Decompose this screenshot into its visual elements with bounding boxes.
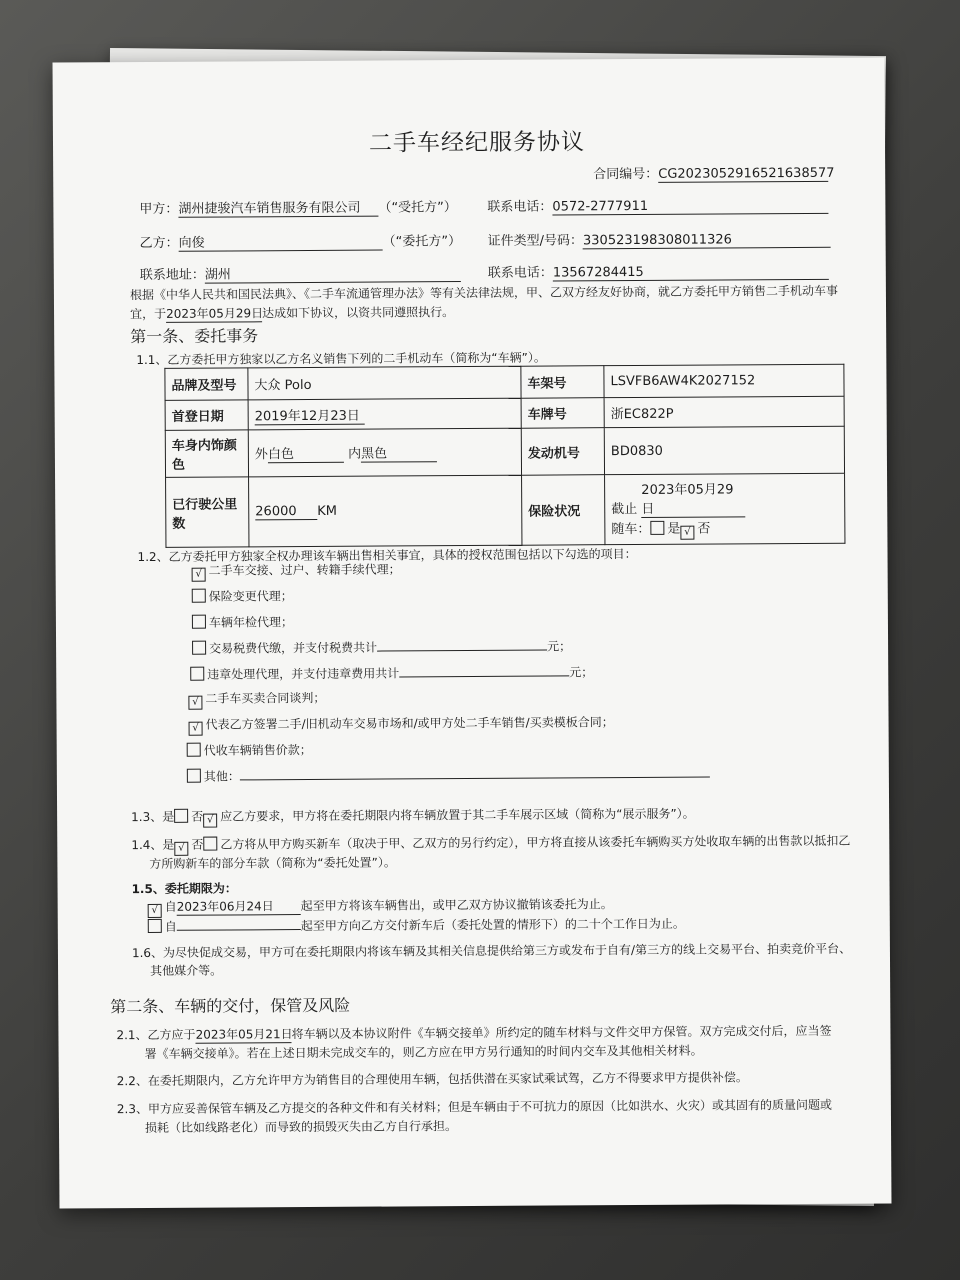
plate-value: 浙EC822P (604, 396, 844, 427)
clause-2-1-line2: 署《车辆交接单》。若在上述日期未完成交车的，则乙方应在甲方另行通知的时间内交车及其他相关材料。 (144, 1043, 703, 1062)
clause-2-1-a: 2.1、乙方应于 (116, 1027, 196, 1043)
authorization-item (192, 560, 401, 581)
address-value: 湖州 (205, 262, 461, 284)
reg-date-value: 2019年12月23日 (255, 404, 365, 425)
authorization-item (192, 637, 571, 656)
insurance-follow-label: 随车： (611, 521, 651, 538)
plate-label: 车牌号 (521, 398, 604, 429)
authorization-checkbox[interactable]: √ (189, 722, 203, 736)
mileage-unit: KM (317, 503, 338, 519)
mileage-cell (249, 475, 522, 547)
reg-date-cell (248, 398, 521, 430)
party-b-id: 330523198308011326 (583, 232, 831, 250)
authorization-label: 二手车交接、过户、转籍手续代理； (208, 562, 401, 578)
clause-1-4-line2: 方所购新车的部分车款（简称为“委托处置”）。 (149, 855, 396, 871)
clause-1-6: 1.6、为尽快促成交易，甲方可在委托期限内将该车辆及其相关信息提供给第三方或发布于自有/第三方的线上交易平台、拍卖竞价平台、 (131, 941, 852, 961)
table-row (165, 426, 844, 477)
party-b-id-row (488, 228, 832, 250)
section1-heading: 第一条、委托事务 (130, 326, 259, 347)
party-a-name: 湖州捷骏汽车销售服务有限公司 (178, 197, 378, 218)
insurance-yes-checkbox[interactable] (650, 521, 664, 535)
term-option-1 (148, 895, 613, 918)
clause-2-3: 2.3、甲方应妥善保管车辆及乙方提交的各种文件和有关材料；但是车辆由于不可抗力的原因（比如洪水、火灾）或其固有的质量问题或 (116, 1097, 833, 1117)
party-b-label: 乙方： (139, 235, 179, 252)
authorization-item (190, 663, 593, 682)
preamble-line1: 根据《中华人民共和国民法典》、《二手车流通管理办法》等有关法律法规，甲、乙双方经友好协商，就乙方委托甲方销售二手机动车事 (129, 283, 838, 303)
mileage-value: 26000 (255, 503, 317, 519)
clause-1-3-no-checkbox[interactable]: √ (203, 814, 217, 828)
term-option-2-checkbox[interactable] (148, 919, 162, 933)
party-b-id-label: 证件类型/号码： (487, 233, 584, 249)
authorization-checkbox[interactable] (190, 667, 204, 681)
insurance-until-row (611, 478, 838, 518)
brand-label: 品牌及型号 (165, 368, 248, 401)
clause-1-4-yes-label: 1.4、是 (131, 837, 175, 853)
authorization-label: 保险变更代理； (208, 589, 293, 604)
insurance-yes-label: 是 (667, 521, 681, 537)
authorization-item (192, 587, 293, 605)
party-b-role: （“委托方”） (382, 234, 462, 250)
clause-2-1 (116, 1022, 831, 1044)
party-b-row (140, 230, 462, 252)
insurance-no-label: 否 (697, 521, 711, 537)
term-option-2 (148, 915, 685, 935)
clause-2-1-b: 将车辆以及本协议附件《车辆交接单》所约定的随车材料与文件交甲方保管。双方完成交付后，应当签 (291, 1023, 832, 1042)
authorization-item (187, 741, 312, 759)
authorization-suffix: 元； (569, 665, 594, 680)
term-option-1-from: 自 (164, 899, 177, 914)
clause-1-5: 1.5、委托期限为： (131, 881, 237, 897)
authorization-item (189, 713, 614, 736)
agreement-date: 2023年05月29日 (166, 306, 264, 321)
clause-1-3-no-label: 否 (191, 809, 204, 824)
clause-1-4-text: 乙方将从甲方购买新车（取决于甲、乙双方的另行约定），甲方将直接从该委托车辆购买方处收取车辆的出售款以抵扣乙 (220, 833, 851, 852)
authorization-item (188, 689, 325, 710)
insurance-cell (605, 473, 845, 544)
authorization-checkbox[interactable] (192, 641, 206, 655)
term-option-1-text: 起至甲方将该车辆售出，或甲乙双方协议撤销该委托为止。 (300, 897, 613, 914)
term-option-2-blank (177, 929, 301, 931)
term-option-1-checkbox[interactable]: √ (148, 904, 162, 918)
vehicle-table (164, 364, 845, 548)
term-option-2-from: 自 (164, 919, 177, 934)
vin-value: LSVFB6AW4K2027152 (604, 364, 844, 397)
address-row (140, 262, 461, 284)
section2-heading: 第二条、车辆的交付，保管及风险 (110, 995, 351, 1017)
party-a-phone: 0572-2777911 (552, 198, 828, 216)
address-phone-row (488, 260, 829, 282)
interior-color: 黑色 (361, 442, 437, 462)
address-label: 联系地址： (139, 267, 205, 284)
authorization-checkbox[interactable]: √ (192, 568, 206, 582)
insurance-follow-row (611, 517, 838, 540)
authorization-blank[interactable] (399, 663, 569, 677)
interior-label: 内 (348, 446, 362, 462)
vin-label: 车架号 (521, 366, 604, 399)
contract-number-label: 合同编号： (593, 166, 659, 183)
authorization-label: 二手车买卖合同谈判； (205, 690, 326, 706)
authorization-label: 车辆年检代理； (208, 615, 293, 630)
insurance-until-label: 截止 (611, 501, 638, 518)
table-row (165, 364, 844, 400)
insurance-no-checkbox[interactable]: √ (680, 526, 694, 540)
clause-1-1: 1.1、乙方委托甲方独家以乙方名义销售下列的二手机动车（简称为“车辆”）。 (136, 350, 546, 368)
clause-1-3-yes-checkbox[interactable] (174, 809, 188, 823)
table-row (166, 473, 845, 547)
engine-label: 发动机号 (521, 428, 604, 476)
table-row (165, 396, 844, 430)
insurance-until-date: 2023年05月29日 (641, 478, 745, 518)
party-a-role: （“受托方”） (378, 200, 457, 216)
authorization-blank[interactable] (377, 638, 547, 652)
handover-date: 2023年05月21日 (195, 1027, 293, 1042)
clause-1-4-no-label: 否 (191, 837, 204, 852)
authorization-label: 其他： (203, 769, 240, 784)
insurance-label: 保险状况 (522, 475, 605, 546)
clause-1-4-no-checkbox[interactable] (203, 837, 217, 851)
clause-2-3-line2: 损耗（比如线路老化）而导致的损毁灭失由乙方自行承担。 (144, 1119, 458, 1136)
preamble-line2 (130, 303, 454, 323)
authorization-checkbox[interactable] (192, 615, 206, 629)
authorization-checkbox[interactable] (187, 769, 201, 783)
exterior-label: 外 (254, 447, 268, 463)
authorization-checkbox[interactable] (187, 743, 201, 757)
authorization-checkbox[interactable] (192, 589, 206, 603)
authorization-blank[interactable] (240, 765, 710, 781)
exterior-color: 白色 (268, 443, 344, 463)
address-phone-label: 联系电话： (487, 265, 553, 281)
authorization-suffix: 元； (547, 639, 572, 654)
clause-1-6-line2: 其他媒介等。 (150, 963, 223, 978)
clause-1-4-yes-checkbox[interactable]: √ (174, 842, 188, 856)
authorization-label: 交易税费代缴，并支付税费共计 (209, 640, 378, 656)
clause-1-2: 1.2、乙方委托甲方独家全权办理该车辆出售相关事宜，具体的授权范围包括以下勾选的项目： (137, 546, 637, 565)
contract-page (53, 57, 892, 1208)
clause-2-2: 2.2、在委托期限内，乙方允许甲方为销售目的合理使用车辆，包括供潜在买家试乘试驾，乙方不得要求甲方提供补偿。 (116, 1070, 748, 1089)
party-a-phone-row (487, 194, 828, 216)
contract-number-value: CG2023052916521638577 (658, 165, 835, 182)
brand-value: 大众 Polo (248, 366, 521, 400)
clause-1-4 (131, 832, 850, 856)
reg-date-label: 首登日期 (165, 400, 248, 431)
term-option-2-text: 起至甲方向乙方交付新车后（委托处置的情形下）的二十个工作日为止。 (300, 916, 685, 934)
authorization-item (192, 613, 293, 631)
clause-1-3 (131, 805, 695, 828)
preamble-line2-a: 宜，于 (130, 306, 167, 322)
clause-1-3-text: 应乙方要求，甲方将在委托期限内将车辆放置于其二手车展示区域（简称为“展示服务”）。 (220, 806, 695, 824)
contract-number (593, 162, 835, 183)
party-b-name: 向俊 (179, 231, 383, 252)
authorization-checkbox[interactable]: √ (188, 696, 202, 710)
authorization-label: 违章处理代理，并支付违章费用共计 (207, 666, 400, 682)
address-phone: 13567284415 (553, 264, 829, 282)
engine-value: BD0830 (604, 426, 844, 474)
clause-1-3-yes-label: 1.3、是 (131, 809, 175, 825)
authorization-item (187, 765, 710, 785)
party-a-label: 甲方： (139, 201, 179, 218)
authorization-label: 代表乙方签署二手/旧机动车交易市场和/或甲方处二手车销售/买卖模板合同； (205, 715, 614, 732)
authorization-label: 代收车辆销售价款； (203, 742, 312, 758)
party-a-phone-label: 联系电话： (487, 199, 553, 215)
color-label: 车身内饰颜色 (165, 430, 248, 478)
party-a-row (139, 196, 457, 218)
term-start-date: 2023年06月24日 (177, 897, 301, 916)
page-title: 二手车经纪服务协议 (368, 129, 586, 157)
mileage-label: 已行驶公里数 (166, 477, 249, 548)
color-cell (248, 428, 521, 477)
preamble-line2-b: 达成如下协议，以资共同遵照执行。 (262, 305, 455, 321)
